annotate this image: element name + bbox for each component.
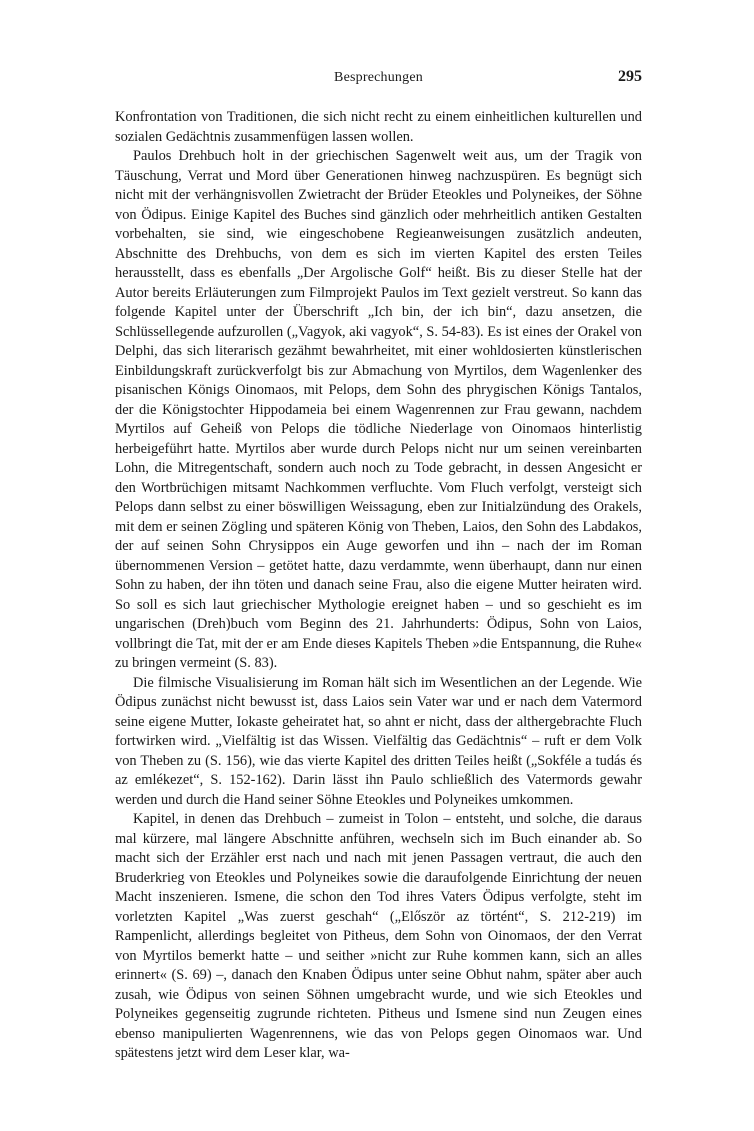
running-head — [115, 70, 642, 92]
running-title: Besprechungen — [334, 70, 423, 85]
paragraph: Die filmische Visualisierung im Roman hält sich im Wesentlichen an der Legende. Wie Ödipus zunächst nicht bewusst ist, dass Laios sein Vater war und er nach dem Vatermord seine eigene Mutter, Iokaste geheiratet hat, so ahnt er nicht, dass der althergebrachte Fluch fortwirken wird. „Vielfältig ist das Wissen. Vielfältig das Gedächtnis“ – ruft er dem Volk von Theben zu (S. 156), wie das vierte Kapitel des dritten Teiles heißt („Sokféle a tudás és az emlékezet“, S. 152-162). Darin lässt ihn Paulo schließlich des Vatermords gewahr werden und durch die Hand seiner Söhne Eteokles und Polyneikes umkommen. — [115, 674, 642, 808]
paragraph: Kapitel, in denen das Drehbuch – zumeist in Tolon – entsteht, und solche, die daraus mal kürzere, mal längere Abschnitte anführen, wechseln sich im Buch einander ab. So macht sich der Erzähler erst nach und nach mit jenen Passagen vertraut, die auch den Bruderkrieg von Eteokles und Polyneikes sowie die daraufolgende Einrichtung der neuen Macht inszenieren. Ismene, die schon den Tod ihres Vaters Ödipus verfolgte, steht im vorletzten Kapitel „Was zuerst geschah“ („Először az történt“, S. 212-219) im Rampenlicht, allerdings begleitet von Pitheus, dem Sohn von Oinomaos, der den Verrat von Myrtilos bemerkt hatte – und seither »nicht zur Ruhe kommen kann, sich an alles erinnert« (S. 69) –, danach den Knaben Ödipus unter seine Obhut nahm, später aber auch zusah, wie Ödipus von seinen Söhnen umgebracht wurde, und wie sich Eteokles und Polyneikes gegenseitig zugrunde richteten. Pitheus und Ismene sind nun Zeugen eines ebenso manipulierten Wagenrennens, wie das von Pelops gegen Oinomaos war. Und spätestens jetzt wird dem Leser klar, wa- — [115, 811, 642, 1061]
book-page — [115, 70, 642, 1064]
paragraph: Konfrontation von Traditionen, die sich nicht recht zu einem einheitlichen kulturellen und sozialen Gedächtnis zusammenfügen lassen wollen. — [115, 109, 642, 145]
page-number: 295 — [618, 68, 642, 85]
paragraph: Paulos Drehbuch holt in der griechischen Sagenwelt weit aus, um der Tragik von Täuschung, Verrat und Mord über Generationen hinweg nachzuspüren. Es begnügt sich nicht mit der verhängnisvollen Zwietracht der Brüder Eteokles und Polyneikes, der Söhne von Ödipus. Einige Kapitel des Buches sind gänzlich oder mehrheitlich antiken Gestalten vorbehalten, sie sind, wie eingeschobene Regieanweisungen zusätzlich andeuten, Abschnitte des Drehbuchs, von dem es sich im vierten Kapitel des ersten Teiles herausstellt, dass es ebenfalls „Der Argolische Golf“ heißt. Bis zu dieser Stelle hat der Autor bereits Erläuterungen zum Filmprojekt Paulos im Text gezielt verstreut. So kann das folgende Kapitel unter der Überschrift „Ich bin, der ich bin“, dazu ansetzen, die Schlüssellegende aufzurollen („Vagyok, aki vagyok“, S. 54-83). Es ist eines der Orakel von Delphi, das sich literarisch gezähmt bewahrheitet, mit einer wohldosierten künstlerischen Einbildungskraft zurückverfolgt bis zur Abmachung von Myrtilos, dem Wagenlenker des pisanischen Königs Oinomaos, mit Pelops, dem Sohn des phrygischen Königs Tantalos, der die Königstochter Hippodameia bei einem Wagenrennen zur Frau gewann, nachdem Myrtilos auf Geheiß von Pelops die tödliche Niederlage von Oinomaos hinterlistig herbeigeführt hatte. Myrtilos aber wurde durch Pelops nicht nur um seinen vereinbarten Lohn, die Mitregentschaft, sondern auch noch zu Tode gebracht, in dessen Angesicht er den Wortbrüchigen mitsamt Nachkommen verfluchte. Vom Fluch verfolgt, versteigt sich Pelops dann selbst zu einer böswilligen Weissagung, eben zur Initialzündung des Orakels, mit dem er seinen Zögling und späteren König von Theben, Laios, den Sohn des Labdakos, der auf seinen Sohn Chrysippos ein Auge geworfen und ihn – nach der im Roman übernommenen Version – getötet hatte, dazu verdammte, wenn überhaupt, dann nur einen Sohn zu haben, der ihn töten und danach seine Frau, also die eigene Mutter heiraten wird. So soll es sich laut griechischer Mythologie ereignet haben – und so geschieht es im ungarischen (Dreh)buch vom Beginn des 21. Jahrhunderts: Ödipus, Sohn von Laios, vollbringt die Tat, mit der er am Ende dieses Kapitels Theben »die Entspannung, die Ruhe« zu bringen vermeint (S. 83). — [115, 148, 642, 671]
body-text — [115, 108, 642, 1064]
